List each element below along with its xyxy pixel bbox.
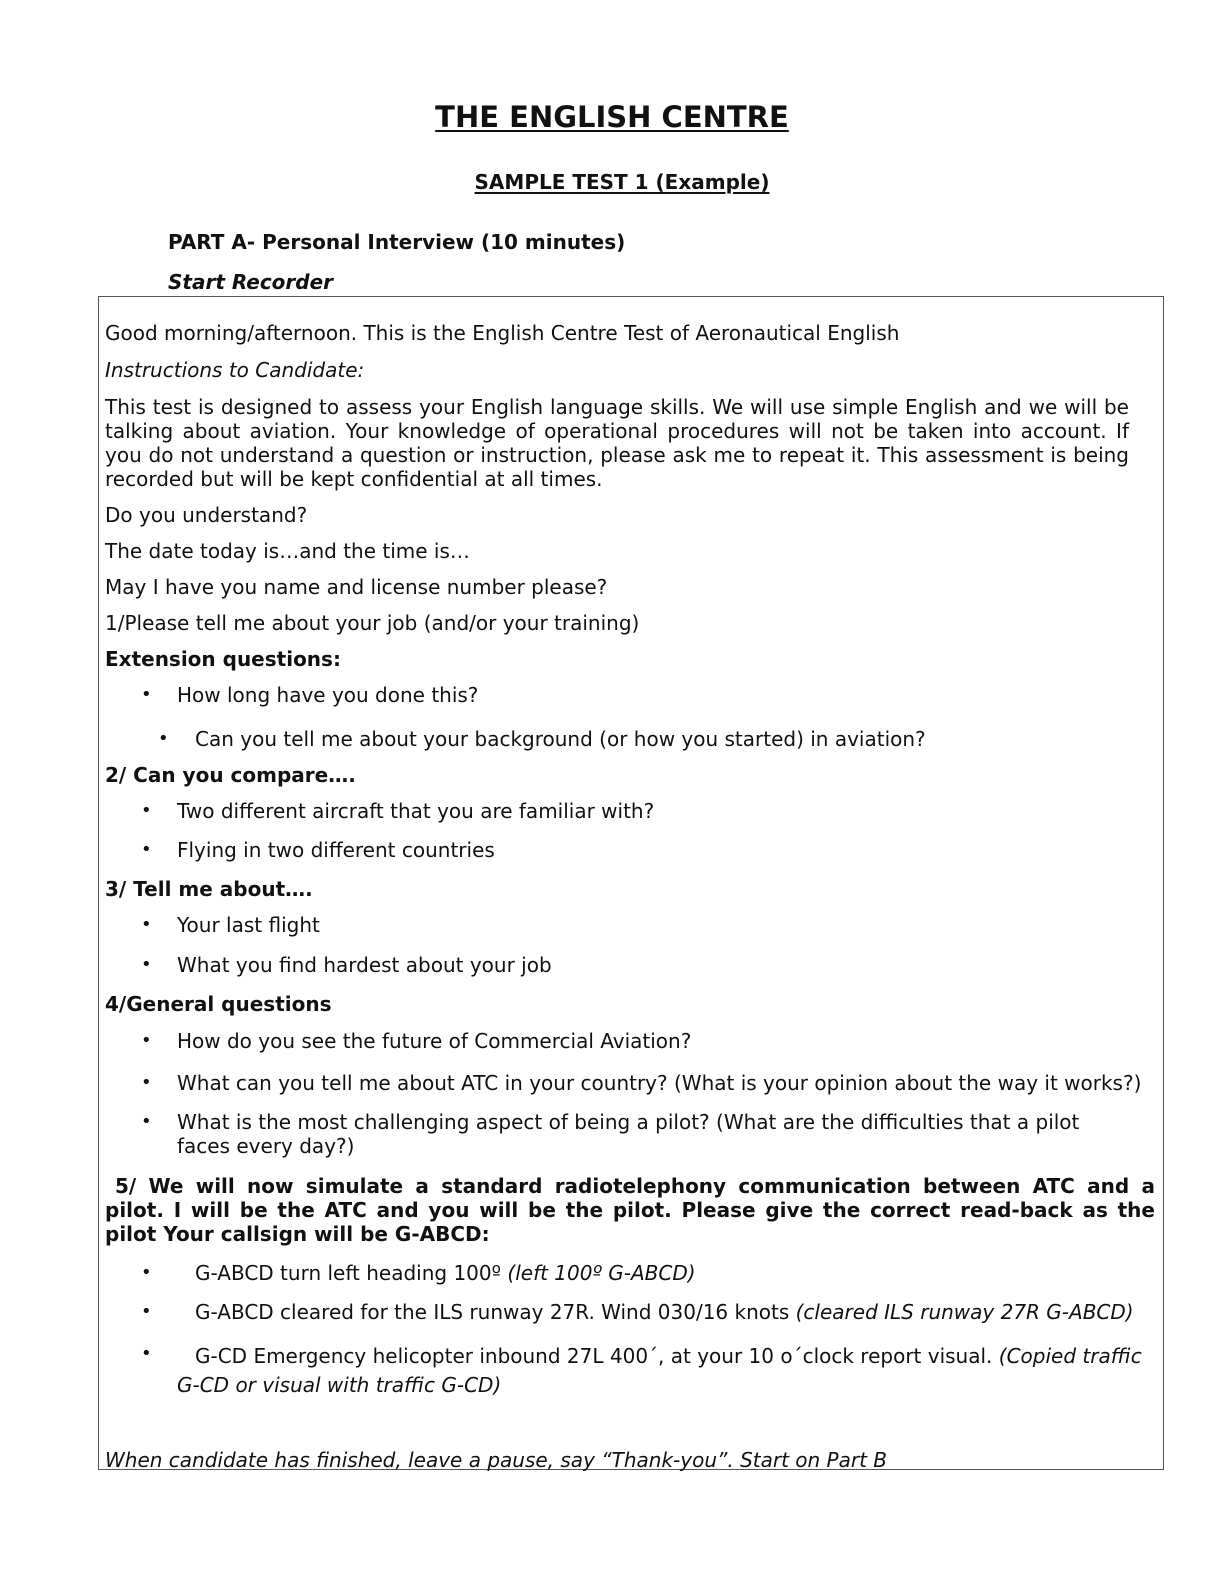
list-item: Can you tell me about your background (or how you started) in aviation? bbox=[195, 727, 926, 751]
list-item bbox=[195, 1261, 696, 1285]
instructions-text: This test is designed to assess your English language skills. We will use simple English and we will be talking about aviation. Your knowledge of operational procedures will not be taken into account. If you do not understand a question or instruction, please ask me to repeat it. This assessment is being recorded but will be kept confidential at all times. bbox=[105, 395, 1129, 491]
understand-question: Do you understand? bbox=[105, 503, 308, 527]
list-item: Your last flight bbox=[177, 913, 320, 937]
bullet-icon: • bbox=[141, 839, 152, 860]
list-item bbox=[195, 1300, 1134, 1324]
list-item: What is the most challenging aspect of being a pilot? (What are the difficulties that a pilot faces every day?) bbox=[177, 1110, 1080, 1158]
list-item: What can you tell me about ATC in your country? (What is your opinion about the way it works?) bbox=[177, 1071, 1142, 1095]
rt-readback: (cleared ILS runway 27R G-ABCD) bbox=[795, 1300, 1134, 1324]
question-2-heading: 2/ Can you compare…. bbox=[105, 763, 356, 787]
question-3-heading: 3/ Tell me about…. bbox=[105, 877, 313, 901]
greeting: Good morning/afternoon. This is the English Centre Test of Aeronautical English bbox=[105, 321, 900, 345]
bullet-icon: • bbox=[141, 1343, 152, 1364]
bullet-icon: • bbox=[141, 914, 152, 935]
rt-call: G-ABCD cleared for the ILS runway 27R. Wind 030/16 knots bbox=[195, 1300, 790, 1324]
list-item: Flying in two different countries bbox=[177, 838, 495, 862]
rt-call: G-CD Emergency helicopter inbound 27L 400´, at your 10 o´clock report visual. bbox=[195, 1344, 993, 1368]
question-5-heading: 5/ We will now simulate a standard radiotelephony communication between ATC and a pilot. I will be the ATC and you will be the pilot. Please give the correct read-back as the pilot Your callsign will be G-ABCD: bbox=[105, 1174, 1155, 1246]
closing-instruction: When candidate has finished, leave a pause, say “Thank-you”. Start on Part B bbox=[105, 1448, 888, 1472]
list-item: How long have you done this? bbox=[177, 683, 479, 707]
date-line: The date today is…and the time is… bbox=[105, 539, 470, 563]
rt-call: G-ABCD turn left heading 100º bbox=[195, 1261, 502, 1285]
bullet-icon: • bbox=[141, 1301, 152, 1322]
rt-readback: (Copied traffic G-CD or visual with traffic G-CD) bbox=[177, 1344, 1142, 1397]
bullet-icon: • bbox=[141, 1262, 152, 1283]
part-heading: PART A- Personal Interview (10 minutes) bbox=[168, 230, 626, 254]
question-1: 1/Please tell me about your job (and/or your training) bbox=[105, 611, 640, 635]
list-item: Two different aircraft that you are familiar with? bbox=[177, 799, 655, 823]
list-item: What you find hardest about your job bbox=[177, 953, 552, 977]
bullet-icon: • bbox=[158, 728, 169, 749]
bullet-icon: • bbox=[141, 684, 152, 705]
instructions-label: Instructions to Candidate: bbox=[105, 358, 365, 382]
question-4-heading: 4/General questions bbox=[105, 992, 332, 1016]
document-subtitle: SAMPLE TEST 1 (Example) bbox=[474, 170, 770, 194]
bullet-icon: • bbox=[141, 1111, 152, 1132]
list-item bbox=[177, 1342, 1152, 1400]
document-title: THE ENGLISH CENTRE bbox=[435, 100, 789, 134]
bullet-icon: • bbox=[141, 1072, 152, 1093]
bullet-icon: • bbox=[141, 800, 152, 821]
list-item: How do you see the future of Commercial Aviation? bbox=[177, 1029, 692, 1053]
bullet-icon: • bbox=[141, 954, 152, 975]
interview-script-box bbox=[98, 296, 1164, 1470]
rt-readback: (left 100º G-ABCD) bbox=[507, 1261, 696, 1285]
extension-heading: Extension questions: bbox=[105, 647, 341, 671]
name-question: May I have you name and license number please? bbox=[105, 575, 608, 599]
bullet-icon: • bbox=[141, 1030, 152, 1051]
recorder-note: Start Recorder bbox=[168, 270, 334, 294]
